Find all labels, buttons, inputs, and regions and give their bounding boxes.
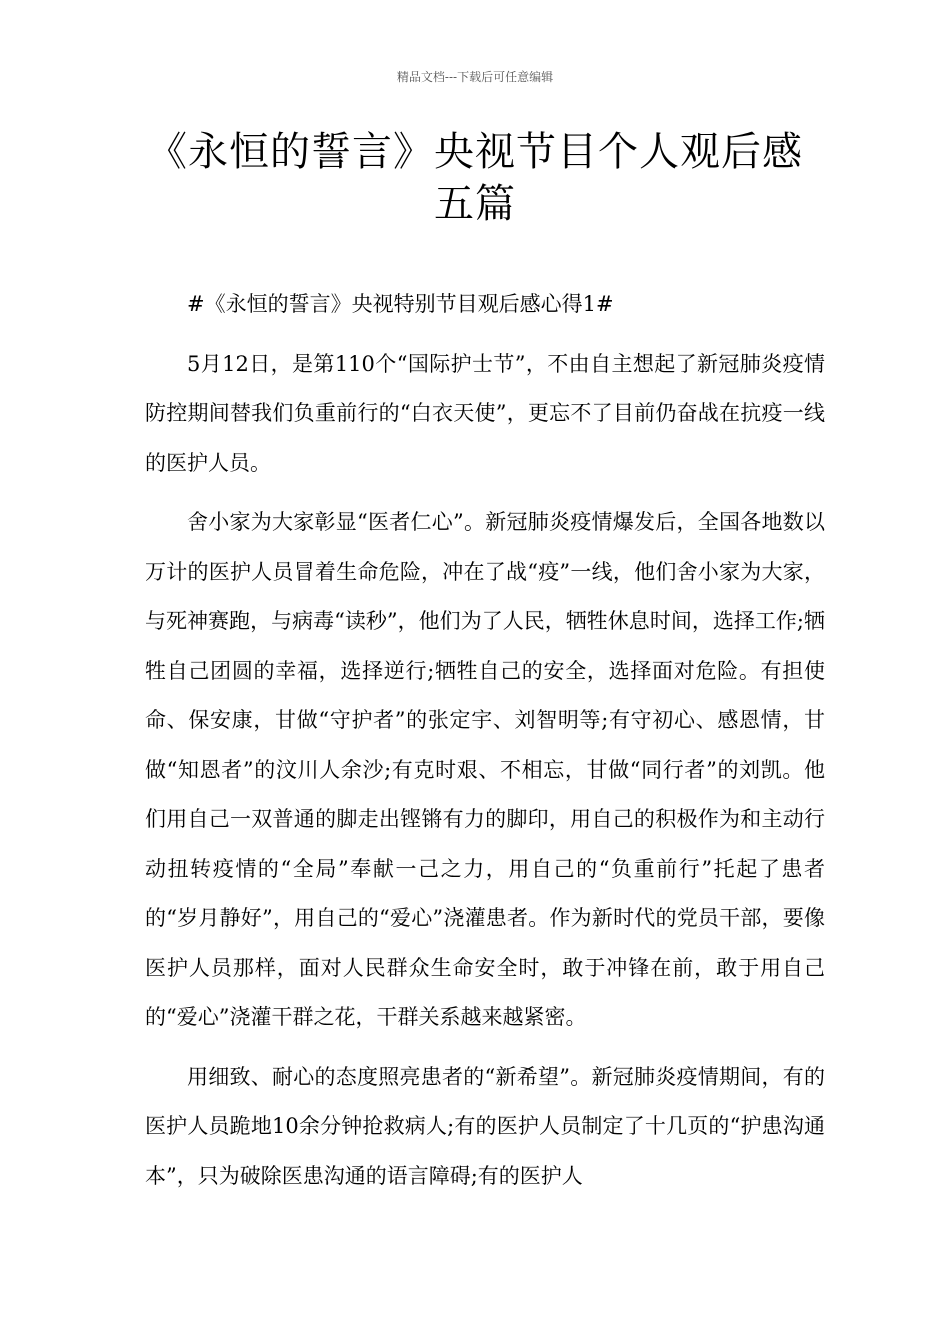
paragraph: 用细致、耐心的态度照亮患者的“新希望”。新冠肺炎疫情期间，有的医护人员跪地10余分钟抢救病人;有的医护人员制定了十几页的“护患沟通本”，只为破除医患沟通的语言障碍;有的医护人 — [145, 1064, 825, 1188]
section-heading: #《永恒的誓言》央视特别节目观后感心得1# — [187, 292, 614, 316]
header-note: 精品文档---下载后可任意编辑 — [396, 70, 554, 84]
document-title: 《永恒的誓言》央视节目个人观后感五篇 — [147, 129, 803, 227]
document-body — [145, 280, 825, 1211]
paragraph: 舍小家为大家彰显“医者仁心”。新冠肺炎疫情爆发后，全国各地数以万计的医护人员冒着生命危险，冲在了战“疫”一线，他们舍小家为大家，与死神赛跑，与病毒“读秒”，他们为了人民，牺牲休息时间，选择工作;牺牲自己团圆的幸福，选择逆行;牺牲自己的安全，选择面对危险。有担使命、保安康，甘做“守护者”的张定宇、刘智明等;有守初心、感恩情，甘做“知恩者”的汶川人余沙;有克时艰、不相忘，甘做“同行者”的刘凯。他们用自己一双普通的脚走出铿锵有力的脚印，用自己的积极作为和主动行动扭转疫情的“全局”奉献一己之力，用自己的“负重前行”托起了患者的“岁月静好”，用自己的“爱心”浇灌患者。作为新时代的党员干部，要像医护人员那样，面对人民群众生命安全时，敢于冲锋在前，敢于用自己的“爱心”浇灌干群之花，干群关系越来越紧密。 — [145, 510, 825, 1029]
paragraph: 5月12日，是第110个“国际护士节”，不由自主想起了新冠肺炎疫情防控期间替我们负重前行的“白衣天使”，更忘不了目前仍奋战在抗疫一线的医护人员。 — [145, 351, 825, 475]
